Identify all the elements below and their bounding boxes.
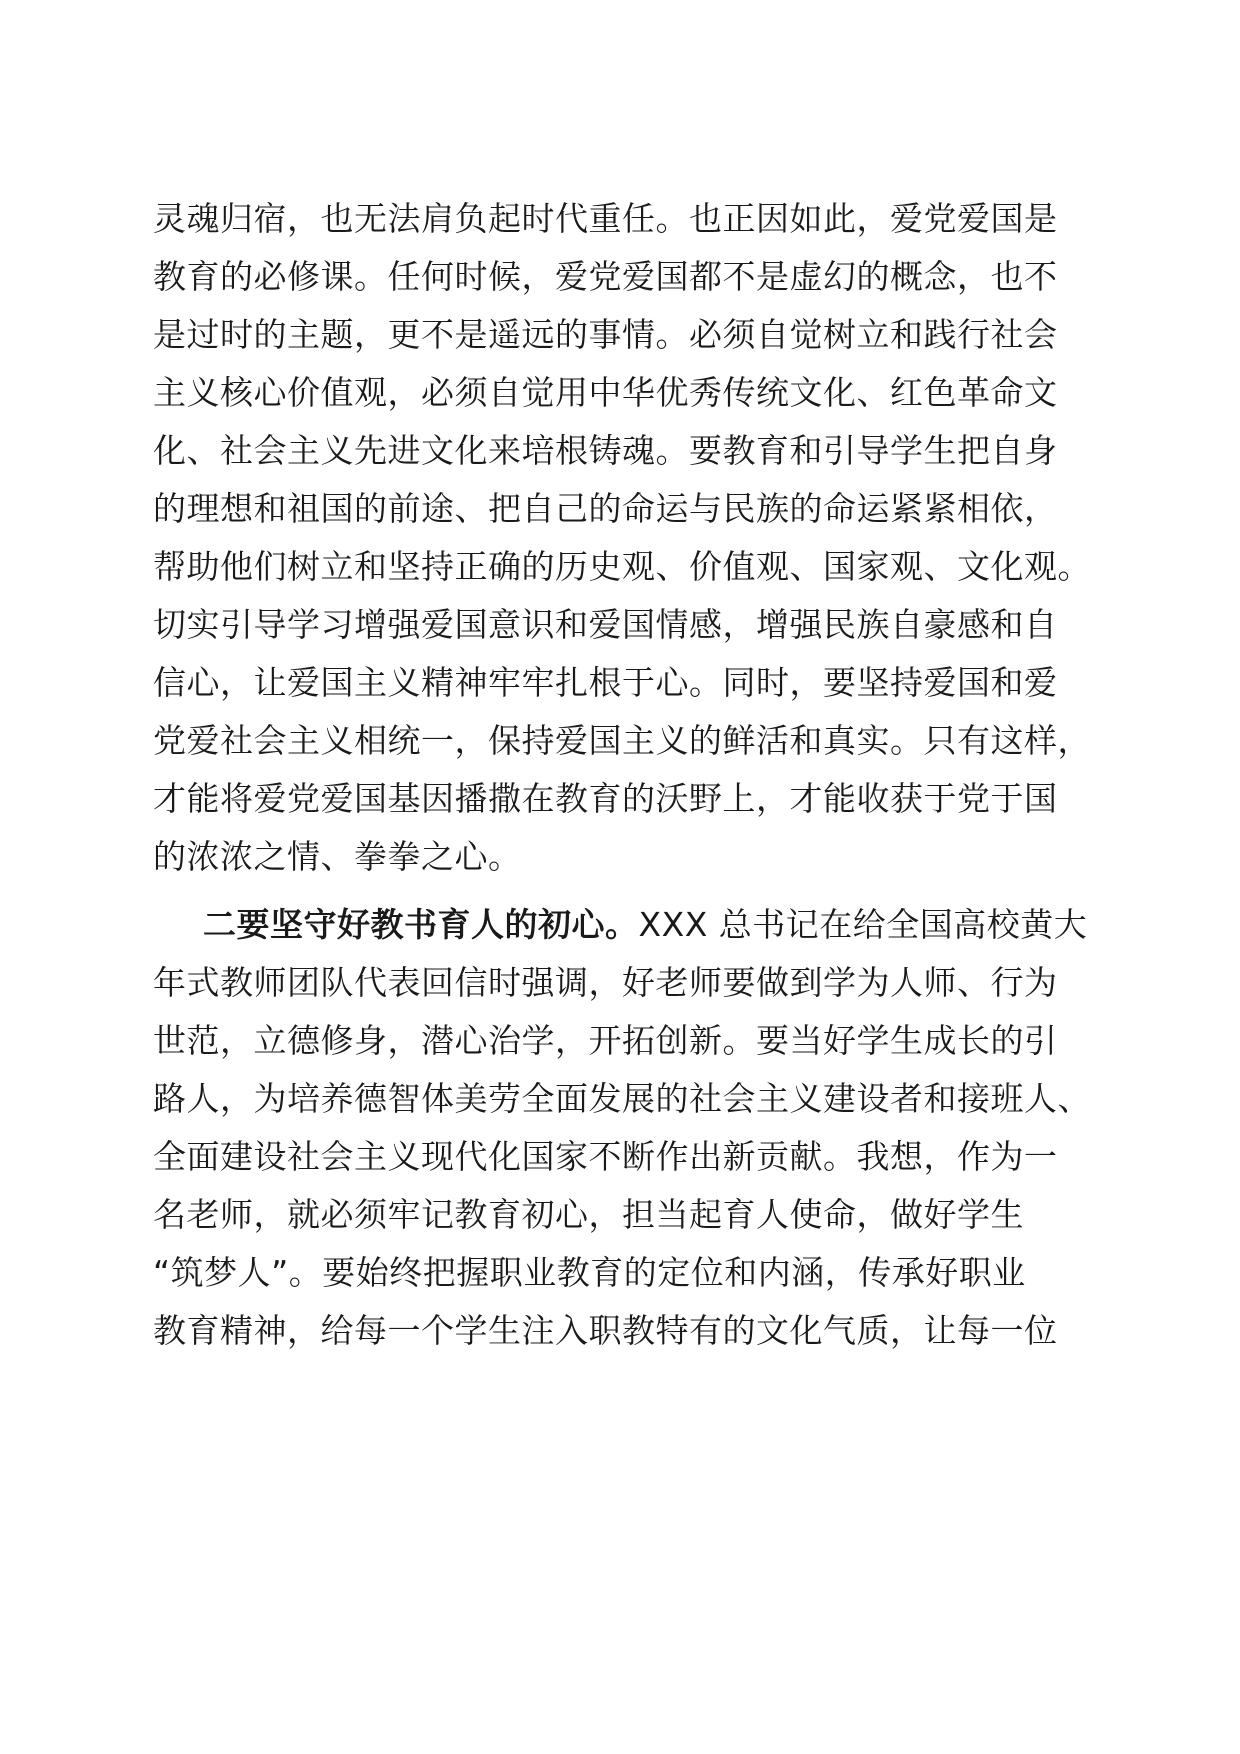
paragraph-1-line-5: 化、社会主义先进文化来培根铸魂。要教育和引导学生把自身 [153,431,1058,470]
paragraph-2-line-3: 世范，立德修身，潜心治学，开拓创新。要当好学生成长的引 [153,1021,1058,1060]
paragraph-1-line-10: 党爱社会主义相统一，保持爱国主义的鲜活和真实。只有这样， [153,721,1091,760]
paragraph-1-line-8: 切实引导学习增强爱国意识和爱国情感，增强民族自豪感和自 [153,605,1058,644]
paragraph-1-line-6: 的理想和祖国的前途、把自己的命运与民族的命运紧紧相依， [153,489,1058,528]
paragraph-2-line-2: 年式教师团队代表回信时强调，好老师要做到学为人师、行为 [153,963,1058,1002]
paragraph-2-line-7: “筑梦人”。要始终把握职业教育的定位和内涵，传承好职业 [153,1253,1026,1292]
paragraph-1-line-9: 信心，让爱国主义精神牢牢扎根于心。同时，要坚持爱国和爱 [153,663,1058,702]
paragraph-1-line-12: 的浓浓之情、拳拳之心。 [153,837,522,876]
paragraph-1-line-7: 帮助他们树立和坚持正确的历史观、价值观、国家观、文化观。 [153,547,1091,586]
paragraph-2-heading: 二要坚守好教书育人的初心。 [203,905,639,944]
paragraph-1-line-3: 是过时的主题，更不是遥远的事情。必须自觉树立和践行社会 [153,315,1058,354]
paragraph-2-line-8: 教育精神，给每一个学生注入职教特有的文化气质，让每一位 [153,1311,1058,1350]
paragraph-1-line-2: 教育的必修课。任何时候，爱党爱国都不是虚幻的概念，也不 [153,257,1058,296]
paragraph-1-line-11: 才能将爱党爱国基因播撒在教育的沃野上，才能收获于党于国 [153,779,1058,818]
paragraph-2-line-4: 路人，为培养德智体美劳全面发展的社会主义建设者和接班人、 [153,1079,1091,1118]
paragraph-2-line-5: 全面建设社会主义现代化国家不断作出新贡献。我想，作为一 [153,1137,1058,1176]
paragraph-2-line-1 [203,893,1163,957]
paragraph-2-line-1-text: XXX 总书记在给全国高校黄大 [638,905,1088,944]
paragraph-1-line-1: 灵魂归宿，也无法肩负起时代重任。也正因如此，爱党爱国是 [153,199,1058,238]
paragraph-1-line-4: 主义核心价值观，必须自觉用中华优秀传统文化、红色革命文 [153,373,1058,412]
paragraph-2-line-6: 名老师，就必须牢记教育初心，担当起育人使命，做好学生 [153,1195,1024,1234]
